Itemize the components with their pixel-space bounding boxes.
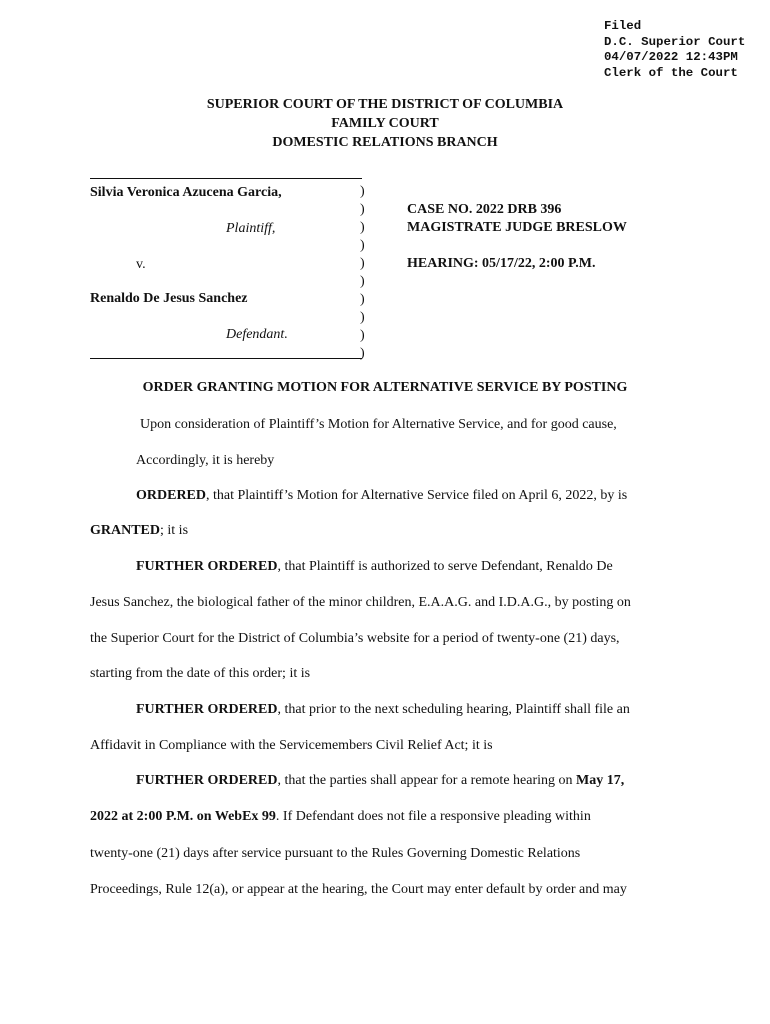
ordered-label: ORDERED [136,488,207,503]
caption-bottom-rule [90,358,362,359]
paragraph-hearing [136,772,624,790]
court-division: FAMILY COURT [331,116,439,131]
case-number: CASE NO. 2022 DRB 396 [407,202,562,217]
hearing-line-3: twenty-one (21) days after service pursuant to the Rules Governing Domestic Relations [90,846,581,861]
paragraph-service [136,558,613,576]
service-line-2: Jesus Sanchez, the biological father of the minor children, E.A.A.G. and I.D.A.G., by posting on [90,595,631,610]
ordered-text: , that Plaintiff’s Motion for Alternative Service filed on April 6, 2022, by is [206,488,628,503]
court-name: SUPERIOR COURT OF THE DISTRICT OF COLUMBIA [206,97,564,112]
stamp-line: Filed [604,19,642,33]
caption-parentheses: ) ) ) ) ) ) ) ) ) ) [360,184,365,361]
affidavit-line-2: Affidavit in Compliance with the Servicemembers Civil Relief Act; it is [90,738,493,753]
further-ordered-label: FURTHER ORDERED [136,702,278,717]
affidavit-text: , that prior to the next scheduling hearing, Plaintiff shall file an [277,702,630,717]
hearing-date: HEARING: 05/17/22, 2:00 P.M. [407,256,596,271]
hearing-date-bold: May 17, [576,773,625,788]
filing-stamp [604,19,745,82]
plaintiff-role: Plaintiff, [226,221,276,236]
granted-text: ; it is [160,523,189,538]
service-line-4: starting from the date of this order; it is [90,666,311,681]
service-text: , that Plaintiff is authorized to serve Defendant, Renaldo De [277,559,613,574]
hearing-text: , that the parties shall appear for a remote hearing on [277,773,577,788]
further-ordered-label: FURTHER ORDERED [136,559,278,574]
paragraph-accordingly: Accordingly, it is hereby [136,453,275,468]
court-header [0,95,770,152]
granted-label: GRANTED [90,523,161,538]
stamp-line: 04/07/2022 12:43PM [604,50,738,65]
defendant-name: Renaldo De Jesus Sanchez [90,291,248,306]
paragraph-granted [90,522,188,540]
stamp-line: Clerk of the Court [604,66,738,81]
plaintiff-name: Silvia Veronica Azucena Garcia, [90,185,282,200]
hearing-line-2-text: . If Defendant does not file a responsive pleading within [275,809,591,824]
paragraph-consideration: Upon consideration of Plaintiff’s Motion for Alternative Service, and for good cause, [140,417,617,432]
paragraph-ordered [136,487,627,505]
defendant-role: Defendant. [226,327,288,342]
caption-top-rule [90,178,362,179]
hearing-line-4: Proceedings, Rule 12(a), or appear at the hearing, the Court may enter default by order and may [90,882,627,897]
versus: v. [136,257,146,272]
magistrate-judge: MAGISTRATE JUDGE BRESLOW [407,220,627,235]
hearing-time-bold: 2022 at 2:00 P.M. on WebEx 99 [90,809,276,824]
hearing-line-2 [90,808,591,826]
further-ordered-label: FURTHER ORDERED [136,773,278,788]
order-title: ORDER GRANTING MOTION FOR ALTERNATIVE SERVICE BY POSTING [142,380,628,395]
stamp-line: D.C. Superior Court [604,34,746,49]
paragraph-affidavit [136,701,630,719]
service-line-3: the Superior Court for the District of Columbia’s website for a period of twenty-one (21) days, [90,631,620,646]
court-branch: DOMESTIC RELATIONS BRANCH [272,135,498,150]
